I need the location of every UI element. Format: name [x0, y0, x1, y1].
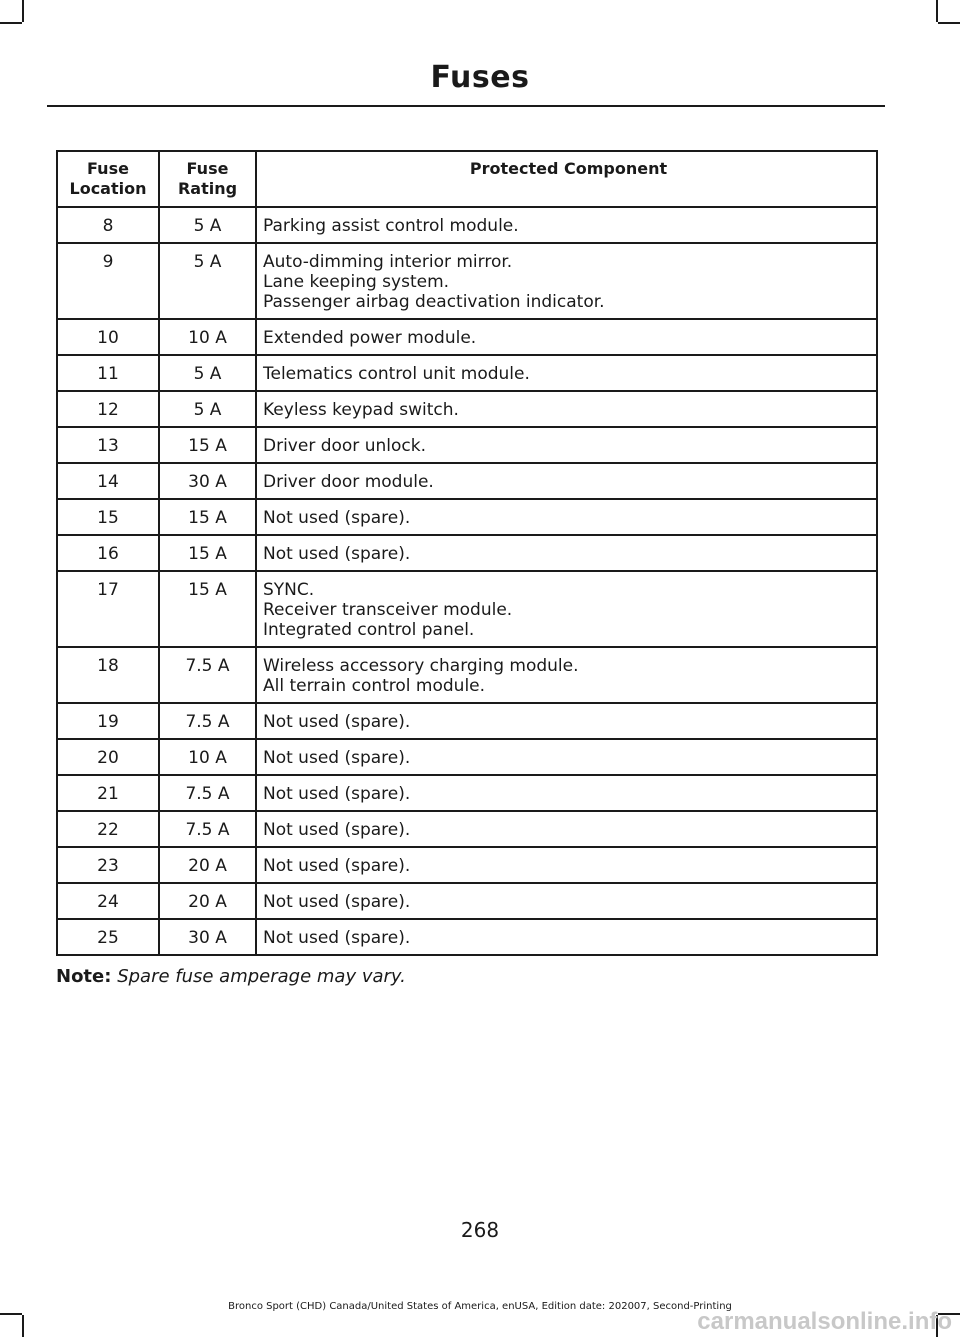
fuse-rating-cell: 15 A — [159, 571, 256, 647]
protected-component-cell — [256, 243, 877, 319]
component-line: Passenger airbag deactivation indicator. — [263, 292, 605, 312]
watermark-logo: carmanualsonline.info — [697, 1308, 952, 1335]
component-line: Not used (spare). — [263, 820, 411, 840]
protected-component-cell — [256, 703, 877, 739]
component-line: Keyless keypad switch. — [263, 400, 459, 420]
crop-mark — [0, 22, 22, 24]
fuse-location-cell: 19 — [57, 703, 159, 739]
protected-component-cell — [256, 647, 877, 703]
table-row — [57, 811, 877, 847]
page-number: 268 — [460, 1218, 500, 1242]
component-line: Not used (spare). — [263, 508, 411, 528]
component-line: Receiver transceiver module. — [263, 600, 513, 620]
table-row — [57, 775, 877, 811]
table-row — [57, 499, 877, 535]
fuse-location-cell: 11 — [57, 355, 159, 391]
component-line: Parking assist control module. — [263, 216, 519, 236]
note-text: Spare fuse amperage may vary. — [117, 966, 406, 987]
fuse-location-cell: 10 — [57, 319, 159, 355]
fuse-rating-cell: 30 A — [159, 463, 256, 499]
fuse-table — [56, 150, 878, 956]
component-line: Telematics control unit module. — [263, 364, 530, 384]
fuse-location-cell: 12 — [57, 391, 159, 427]
protected-component-cell — [256, 427, 877, 463]
footer-edition-info: Bronco Sport (CHD) Canada/United States of America, enUSA, Edition date: 202007, Second-Printing — [228, 1301, 732, 1312]
table-row — [57, 391, 877, 427]
fuse-rating-cell: 30 A — [159, 919, 256, 955]
table-row — [57, 647, 877, 703]
component-line: Extended power module. — [263, 328, 477, 348]
fuse-rating-cell: 15 A — [159, 499, 256, 535]
note — [56, 966, 406, 987]
table-row — [57, 883, 877, 919]
table-row — [57, 739, 877, 775]
fuse-rating-cell: 7.5 A — [159, 703, 256, 739]
fuse-location-cell: 8 — [57, 207, 159, 243]
table-row — [57, 571, 877, 647]
table-row — [57, 919, 877, 955]
protected-component-cell — [256, 775, 877, 811]
fuse-rating-cell: 15 A — [159, 427, 256, 463]
table-row — [57, 243, 877, 319]
protected-component-cell — [256, 207, 877, 243]
fuse-location-cell: 20 — [57, 739, 159, 775]
crop-mark — [0, 1313, 22, 1315]
component-line: Not used (spare). — [263, 544, 411, 564]
protected-component-cell — [256, 883, 877, 919]
component-line: Not used (spare). — [263, 928, 411, 948]
table-row — [57, 703, 877, 739]
page-title: Fuses — [430, 60, 530, 95]
table-row — [57, 463, 877, 499]
column-header-line: Location — [69, 179, 147, 198]
protected-component-cell — [256, 463, 877, 499]
component-line: Lane keeping system. — [263, 272, 450, 292]
table-row — [57, 207, 877, 243]
component-line: Integrated control panel. — [263, 620, 475, 640]
fuse-rating-cell: 7.5 A — [159, 811, 256, 847]
component-line: Not used (spare). — [263, 784, 411, 804]
protected-component-cell — [256, 499, 877, 535]
fuse-rating-cell: 5 A — [159, 207, 256, 243]
column-header-line: Rating — [177, 179, 238, 198]
protected-component-cell — [256, 319, 877, 355]
component-line: SYNC. — [263, 580, 315, 600]
column-header-line: Fuse — [186, 159, 229, 178]
fuse-location-cell: 23 — [57, 847, 159, 883]
protected-component-cell — [256, 571, 877, 647]
component-line: Wireless accessory charging module. — [263, 656, 579, 676]
component-line: Not used (spare). — [263, 712, 411, 732]
fuse-rating-cell: 20 A — [159, 883, 256, 919]
component-line: Driver door module. — [263, 472, 434, 492]
component-line: All terrain control module. — [263, 676, 486, 696]
table-body — [57, 207, 877, 955]
fuse-location-cell: 24 — [57, 883, 159, 919]
table-row — [57, 355, 877, 391]
fuse-rating-cell: 5 A — [159, 355, 256, 391]
fuse-rating-cell: 7.5 A — [159, 647, 256, 703]
note-label: Note: — [56, 966, 112, 987]
fuse-rating-cell: 10 A — [159, 739, 256, 775]
table-row — [57, 535, 877, 571]
protected-component-cell — [256, 535, 877, 571]
component-line: Not used (spare). — [263, 892, 411, 912]
column-header-component: Protected Component — [256, 151, 877, 207]
component-line: Not used (spare). — [263, 856, 411, 876]
component-line: Driver door unlock. — [263, 436, 426, 456]
fuse-rating-cell: 7.5 A — [159, 775, 256, 811]
fuse-rating-cell: 10 A — [159, 319, 256, 355]
table-row — [57, 319, 877, 355]
fuse-location-cell: 18 — [57, 647, 159, 703]
column-header-location — [57, 151, 159, 207]
fuse-location-cell: 9 — [57, 243, 159, 319]
fuse-location-cell: 17 — [57, 571, 159, 647]
table-header-row — [57, 151, 877, 207]
crop-mark — [936, 0, 938, 22]
fuse-rating-cell: 20 A — [159, 847, 256, 883]
fuse-location-cell: 25 — [57, 919, 159, 955]
crop-mark — [22, 0, 24, 22]
crop-mark — [22, 1315, 24, 1337]
protected-component-cell — [256, 739, 877, 775]
column-header-rating — [159, 151, 256, 207]
protected-component-cell — [256, 847, 877, 883]
fuse-location-cell: 21 — [57, 775, 159, 811]
protected-component-cell — [256, 391, 877, 427]
protected-component-cell — [256, 811, 877, 847]
fuse-rating-cell: 15 A — [159, 535, 256, 571]
fuse-location-cell: 13 — [57, 427, 159, 463]
fuse-location-cell: 16 — [57, 535, 159, 571]
component-line: Auto-dimming interior mirror. — [263, 252, 513, 272]
column-header-line: Fuse — [87, 159, 129, 178]
fuse-rating-cell: 5 A — [159, 243, 256, 319]
crop-mark — [938, 22, 960, 24]
fuse-location-cell: 15 — [57, 499, 159, 535]
protected-component-cell — [256, 919, 877, 955]
protected-component-cell — [256, 355, 877, 391]
fuse-rating-cell: 5 A — [159, 391, 256, 427]
fuse-location-cell: 22 — [57, 811, 159, 847]
table-row — [57, 427, 877, 463]
table-row — [57, 847, 877, 883]
title-divider — [47, 105, 885, 107]
fuse-location-cell: 14 — [57, 463, 159, 499]
component-line: Not used (spare). — [263, 748, 411, 768]
